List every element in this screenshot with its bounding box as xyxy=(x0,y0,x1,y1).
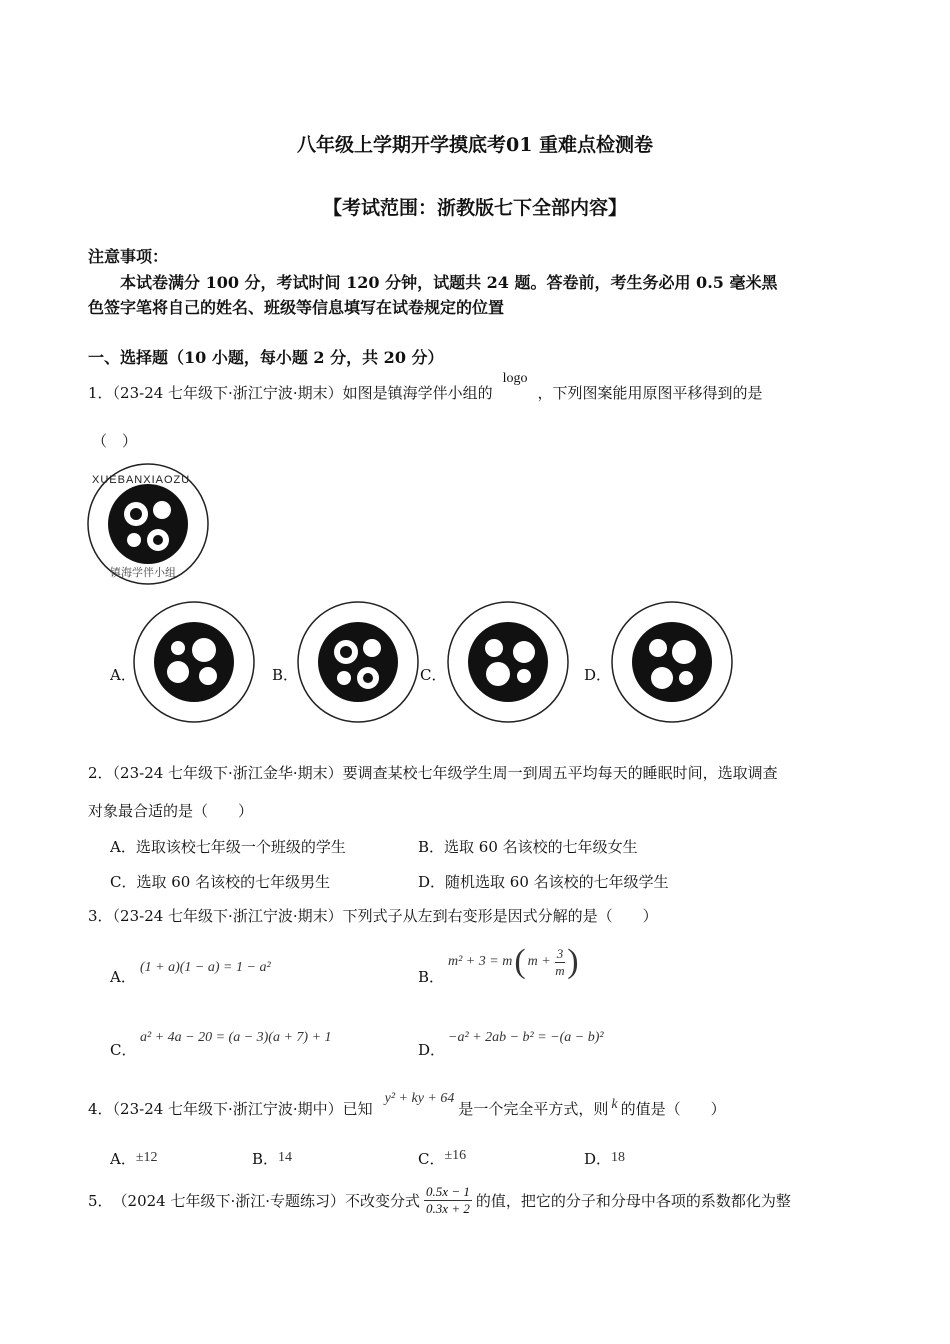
question-number: 3． xyxy=(88,907,113,925)
option-d-label: D． xyxy=(584,666,612,684)
logo-bottom-text: 镇海学伴小组 xyxy=(110,566,176,579)
question-text-mid: 是一个完全平方式，则 xyxy=(458,1100,609,1118)
option-value: ±12 xyxy=(135,1150,158,1165)
fraction-numerator: 3 xyxy=(556,945,564,961)
option-a-logo[interactable] xyxy=(132,600,256,724)
question-2-line-2: 对象最合适的是（ ） xyxy=(88,802,254,820)
question-source: （23-24 七年级下·浙江宁波·期中） xyxy=(112,1100,343,1118)
question-text-tail: ，下列图案能用原图平移得到的是 xyxy=(537,384,763,402)
answer-paren: （ ） xyxy=(92,432,138,450)
question-text: 下列式子从左到右变形是因式分解的是（ ） xyxy=(342,907,658,925)
question-number: 2． xyxy=(88,764,113,782)
q2-option-d[interactable]: D．随机选取 60 名该校的七年级学生 xyxy=(418,873,669,891)
option-a-label: A． xyxy=(110,666,136,684)
q3-option-a-label[interactable]: A． xyxy=(110,968,136,986)
logo-hole xyxy=(363,639,381,657)
question-2 xyxy=(88,762,778,783)
q4-option-d[interactable] xyxy=(584,1148,625,1169)
q4-option-c[interactable] xyxy=(418,1148,466,1169)
q3-option-d-label[interactable]: D． xyxy=(418,1041,446,1059)
logo-dot xyxy=(340,646,352,658)
q3-option-c-label[interactable]: C． xyxy=(110,1041,137,1059)
question-source: （23-24 七年级下·浙江宁波·期末） xyxy=(112,907,343,925)
math-fraction xyxy=(555,946,566,979)
q3-option-c-math: a² + 4a − 20 = (a − 3)(a + 7) + 1 xyxy=(140,1030,332,1045)
question-3 xyxy=(88,905,658,926)
logo-hole xyxy=(651,667,673,689)
option-value: 18 xyxy=(611,1150,626,1165)
notice-line-1: 本试卷满分 100 分，考试时间 120 分钟，试题共 24 题。答卷前，考生务必用 0.5 毫米黑 xyxy=(120,273,778,292)
page-title: 八年级上学期开学摸底考01 重难点检测卷 xyxy=(296,134,654,156)
option-b-logo[interactable] xyxy=(296,600,420,724)
question-5 xyxy=(88,1184,791,1217)
q2-option-a[interactable]: A．选取该校七年级一个班级的学生 xyxy=(110,838,346,856)
exam-scope: 【考试范围：浙教版七下全部内容】 xyxy=(322,197,627,219)
question-source: （23-24 七年级下·浙江宁波·期末） xyxy=(112,384,343,402)
question-text-tail: 的值，把它的分子和分母中各项的系数都化为整 xyxy=(475,1192,791,1210)
q4-option-a[interactable] xyxy=(110,1148,158,1169)
q4-option-b[interactable] xyxy=(252,1148,292,1169)
q3-option-b-math xyxy=(448,943,579,981)
logo-dot xyxy=(153,535,163,545)
question-text: 要调查某校七年级学生周一到周五平均每天的睡眠时间，选取调查 xyxy=(342,764,778,782)
option-c-label: C． xyxy=(420,666,447,684)
logo-hole xyxy=(337,671,351,685)
q3-option-b-label[interactable]: B． xyxy=(418,968,445,986)
math-paren-left: ( xyxy=(514,943,526,980)
notice-heading: 注意事项： xyxy=(88,247,169,266)
logo-hole xyxy=(199,667,217,685)
logo-hole xyxy=(486,662,510,686)
logo-hole xyxy=(649,639,667,657)
math-text: m² + 3 = m xyxy=(448,954,513,969)
logo-hole xyxy=(127,533,141,547)
option-label: C． xyxy=(418,1150,445,1168)
inline-logo-label: logo xyxy=(502,371,528,386)
logo-dot xyxy=(363,673,373,683)
logo-hole xyxy=(153,501,171,519)
logo-disc xyxy=(154,622,234,702)
math-paren-right: ) xyxy=(567,943,579,980)
question-number: 5． xyxy=(88,1192,113,1210)
option-b-label: B． xyxy=(272,666,299,684)
notice-line-2: 色签字笔将自己的姓名、班级等信息填写在试卷规定的位置 xyxy=(88,298,505,317)
logo-disc xyxy=(632,622,712,702)
question-text: 如图是镇海学伴小组的 xyxy=(342,384,493,402)
fraction-denominator: m xyxy=(555,962,565,978)
option-label: D． xyxy=(584,1150,612,1168)
inline-variable: k xyxy=(611,1097,618,1112)
option-label: B． xyxy=(252,1150,279,1168)
logo-disc xyxy=(318,622,398,702)
option-value: ±16 xyxy=(444,1148,467,1163)
option-d-logo[interactable] xyxy=(610,600,734,724)
logo-disc xyxy=(108,484,188,564)
logo-hole xyxy=(672,640,696,664)
math-text: m + xyxy=(527,954,551,969)
q3-option-d-math: −a² + 2ab − b² = −(a − b)² xyxy=(448,1030,604,1045)
fraction-numerator: 0.5x − 1 xyxy=(426,1184,470,1199)
logo-hole xyxy=(679,671,693,685)
question-source: （2024 七年级下·浙江·专题练习） xyxy=(112,1192,346,1210)
option-c-logo[interactable] xyxy=(446,600,570,724)
question-text: 不改变分式 xyxy=(345,1192,421,1210)
question-number: 1． xyxy=(88,384,113,402)
question-1 xyxy=(88,371,763,403)
question-source: （23-24 七年级下·浙江金华·期末） xyxy=(112,764,343,782)
logo-hole xyxy=(513,641,535,663)
question-text: 已知 xyxy=(342,1100,373,1118)
question-number: 4． xyxy=(88,1100,113,1118)
option-label: A． xyxy=(110,1150,136,1168)
question-text-tail: 的值是（ ） xyxy=(620,1100,726,1118)
fraction-denominator: 0.3x + 2 xyxy=(426,1201,470,1216)
q2-option-c[interactable]: C．选取 60 名该校的七年级男生 xyxy=(110,873,331,891)
logo-hole xyxy=(517,669,531,683)
logo-ring-text: XUEBANXIAOZU xyxy=(92,474,191,486)
question-4 xyxy=(88,1091,726,1119)
logo-hole xyxy=(167,661,189,683)
logo-hole xyxy=(192,638,216,662)
logo-disc xyxy=(468,622,548,702)
option-value: 14 xyxy=(278,1150,293,1165)
logo-hole xyxy=(485,639,503,657)
logo-hole xyxy=(171,641,185,655)
q3-option-a-math: (1 + a)(1 − a) = 1 − a² xyxy=(140,960,271,975)
inline-fraction xyxy=(424,1184,472,1217)
section-heading: 一、选择题（10 小题，每小题 2 分，共 20 分） xyxy=(88,348,444,367)
logo-dot xyxy=(130,508,142,520)
q2-option-b[interactable]: B．选取 60 名该校的七年级女生 xyxy=(418,838,638,856)
inline-expression: y² + ky + 64 xyxy=(384,1091,455,1106)
